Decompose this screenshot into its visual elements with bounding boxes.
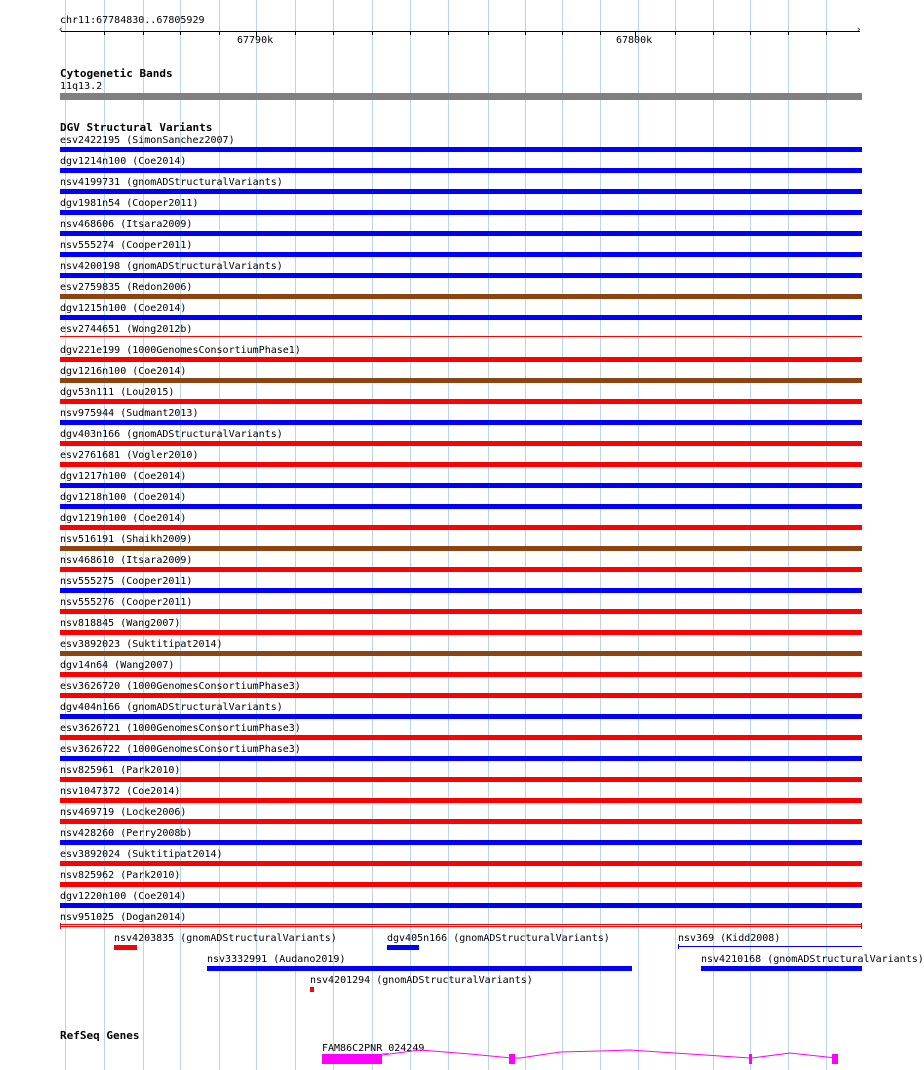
ruler-tick (333, 31, 334, 35)
variant-bar[interactable] (60, 735, 862, 740)
variant-bar[interactable] (60, 399, 862, 404)
variant-label: nsv555274 (Cooper2011) (60, 240, 193, 251)
variant-label: nsv369 (Kidd2008) (678, 933, 781, 944)
variant-bar[interactable] (60, 147, 862, 152)
variant-label: nsv469719 (Locke2006) (60, 807, 187, 818)
ruler-tick (562, 31, 563, 35)
refseq-track-title: RefSeq Genes (60, 1029, 140, 1042)
ruler-tick (488, 31, 489, 35)
ruler-tick (372, 31, 373, 35)
variant-label: nsv818845 (Wang2007) (60, 618, 181, 629)
ruler-tick-label-67790k: 67790k (237, 35, 274, 46)
variant-label: esv2761681 (Vogler2010) (60, 450, 199, 461)
variant-label: dgv404n166 (gnomADStructuralVariants) (60, 702, 283, 713)
variant-bar[interactable] (701, 966, 862, 971)
variant-label: esv3626722 (1000GenomesConsortiumPhase3) (60, 744, 301, 755)
variant-bar[interactable] (60, 798, 862, 803)
variant-label: dgv1217n100 (Coe2014) (60, 471, 187, 482)
variant-bar[interactable] (310, 987, 314, 992)
variant-label: dgv14n64 (Wang2007) (60, 660, 175, 671)
variant-label: nsv468610 (Itsara2009) (60, 555, 193, 566)
variant-label: dgv1214n100 (Coe2014) (60, 156, 187, 167)
location-label: chr11:67784830..67805929 (60, 15, 205, 26)
cytoband-bar[interactable] (60, 93, 862, 100)
gene-exon (749, 1054, 752, 1064)
grid-line (410, 0, 411, 1070)
gene-model[interactable] (0, 1045, 890, 1070)
dgv-bottom-tick-left (60, 923, 61, 929)
grid-line (295, 0, 296, 1070)
variant-bar[interactable] (60, 420, 862, 425)
variant-label: nsv468606 (Itsara2009) (60, 219, 193, 230)
gene-exon (509, 1054, 515, 1064)
grid-line (713, 0, 714, 1070)
variant-label: nsv3332991 (Audano2019) (207, 954, 346, 965)
gene-exon (322, 1054, 382, 1064)
variant-bar[interactable] (60, 882, 862, 887)
ruler-tick (525, 31, 526, 35)
variant-bar[interactable] (60, 819, 862, 824)
ruler-tick (219, 31, 220, 35)
dgv-track-title: DGV Structural Variants (60, 121, 213, 134)
ruler-tick (750, 31, 751, 35)
ruler-tick (675, 31, 676, 35)
variant-bar[interactable] (60, 210, 862, 215)
variant-bar[interactable] (60, 504, 862, 509)
variant-label: dgv221e199 (1000GenomesConsortiumPhase1) (60, 345, 301, 356)
variant-bar[interactable] (60, 462, 862, 467)
variant-label: dgv53n111 (Lou2015) (60, 387, 175, 398)
variant-label: dgv1220n100 (Coe2014) (60, 891, 187, 902)
variant-bar[interactable] (60, 861, 862, 866)
grid-line (826, 0, 827, 1070)
variant-label: nsv951025 (Dogan2014) (60, 912, 187, 923)
variant-label: dgv1215n100 (Coe2014) (60, 303, 187, 314)
variant-bar[interactable] (114, 945, 137, 950)
variant-label: esv2422195 (SimonSanchez2007) (60, 135, 235, 146)
variant-bar[interactable] (207, 966, 632, 971)
variant-label: nsv4199731 (gnomADStructuralVariants) (60, 177, 283, 188)
variant-bar[interactable] (60, 630, 862, 635)
variant-label: nsv1047372 (Coe2014) (60, 786, 181, 797)
variant-label: nsv975944 (Sudmant2013) (60, 408, 199, 419)
variant-bar[interactable] (60, 231, 862, 236)
variant-label: dgv1981n54 (Cooper2011) (60, 198, 199, 209)
variant-bar[interactable] (60, 441, 862, 446)
grid-line (525, 0, 526, 1070)
variant-bar[interactable] (60, 378, 862, 383)
variant-bar[interactable] (60, 546, 862, 551)
ruler-tick (826, 31, 827, 35)
variant-label: dgv1219n100 (Coe2014) (60, 513, 187, 524)
variant-bar[interactable] (387, 945, 419, 950)
variant-bar[interactable] (678, 946, 862, 947)
variant-bar[interactable] (60, 483, 862, 488)
variant-bar[interactable] (60, 315, 862, 320)
variant-label: esv3626720 (1000GenomesConsortiumPhase3) (60, 681, 301, 692)
variant-label: esv2759835 (Redon2006) (60, 282, 193, 293)
variant-bar[interactable] (60, 357, 862, 362)
variant-label: nsv825961 (Park2010) (60, 765, 181, 776)
grid-line (333, 0, 334, 1070)
gene-name: FAM86C2P (322, 1043, 371, 1054)
grid-line (219, 0, 220, 1070)
variant-bar[interactable] (60, 651, 862, 656)
ruler-tick-label-67800k: 67800k (616, 35, 653, 46)
variant-bar[interactable] (60, 189, 862, 194)
variant-label: dgv403n166 (gnomADStructuralVariants) (60, 429, 283, 440)
variant-bar[interactable] (60, 693, 862, 698)
variant-bar-endcap (678, 944, 679, 949)
grid-line (256, 0, 257, 1070)
variant-bar[interactable] (60, 273, 862, 278)
variant-bar[interactable] (60, 252, 862, 257)
ruler-tick (180, 31, 181, 35)
grid-line (600, 0, 601, 1070)
ruler-tick (713, 31, 714, 35)
variant-label: esv3892023 (Suktitipat2014) (60, 639, 223, 650)
variant-bar[interactable] (60, 903, 862, 908)
variant-label: dgv405n166 (gnomADStructuralVariants) (387, 933, 610, 944)
ruler-tick (448, 31, 449, 35)
ruler-tick (104, 31, 105, 35)
ruler-tick (788, 31, 789, 35)
variant-bar[interactable] (60, 588, 862, 593)
variant-label: nsv825962 (Park2010) (60, 870, 181, 881)
dgv-bottom-line (60, 926, 862, 927)
ruler-tick (143, 31, 144, 35)
variant-label: nsv4200198 (gnomADStructuralVariants) (60, 261, 283, 272)
variant-bar[interactable] (60, 672, 862, 677)
grid-line (488, 0, 489, 1070)
variant-bar[interactable] (60, 924, 862, 925)
variant-label: nsv516191 (Shaikh2009) (60, 534, 193, 545)
variant-label: nsv428260 (Perry2008b) (60, 828, 193, 839)
variant-label: dgv1218n100 (Coe2014) (60, 492, 187, 503)
grid-line (448, 0, 449, 1070)
variant-bar[interactable] (60, 294, 862, 299)
ruler-tick (410, 31, 411, 35)
ruler-right-arrow-icon: › (856, 25, 862, 35)
variant-label: nsv4201294 (gnomADStructuralVariants) (310, 975, 533, 986)
variant-label: nsv555275 (Cooper2011) (60, 576, 193, 587)
variant-label: nsv4203835 (gnomADStructuralVariants) (114, 933, 337, 944)
grid-line (675, 0, 676, 1070)
variant-label: esv3892024 (Suktitipat2014) (60, 849, 223, 860)
grid-line (562, 0, 563, 1070)
variant-bar[interactable] (60, 168, 862, 173)
ruler-tick (295, 31, 296, 35)
variant-bar[interactable] (60, 336, 862, 337)
variant-bar[interactable] (60, 714, 862, 719)
variant-bar[interactable] (60, 525, 862, 530)
variant-bar[interactable] (60, 840, 862, 845)
variant-label: nsv555276 (Cooper2011) (60, 597, 193, 608)
variant-bar[interactable] (60, 777, 862, 782)
cytoband-track-title: Cytogenetic Bands (60, 67, 173, 80)
grid-line (750, 0, 751, 1070)
variant-bar[interactable] (60, 609, 862, 614)
transcript-id: NR_024249 (370, 1043, 425, 1054)
grid-line (638, 0, 639, 1070)
dgv-bottom-tick-right (861, 923, 862, 929)
variant-label: esv3626721 (1000GenomesConsortiumPhase3) (60, 723, 301, 734)
grid-line (788, 0, 789, 1070)
gene-exon (832, 1054, 838, 1064)
variant-label: esv2744651 (Wong2012b) (60, 324, 193, 335)
gene-intron (382, 1050, 836, 1058)
variant-bar[interactable] (60, 567, 862, 572)
variant-bar[interactable] (60, 756, 862, 761)
cytoband-label: 11q13.2 (60, 81, 103, 92)
variant-label: nsv4210168 (gnomADStructuralVariants) (701, 954, 924, 965)
grid-line (372, 0, 373, 1070)
ruler-tick (600, 31, 601, 35)
ruler-left-arrow-icon: ‹ (58, 25, 64, 35)
variant-label: dgv1216n100 (Coe2014) (60, 366, 187, 377)
